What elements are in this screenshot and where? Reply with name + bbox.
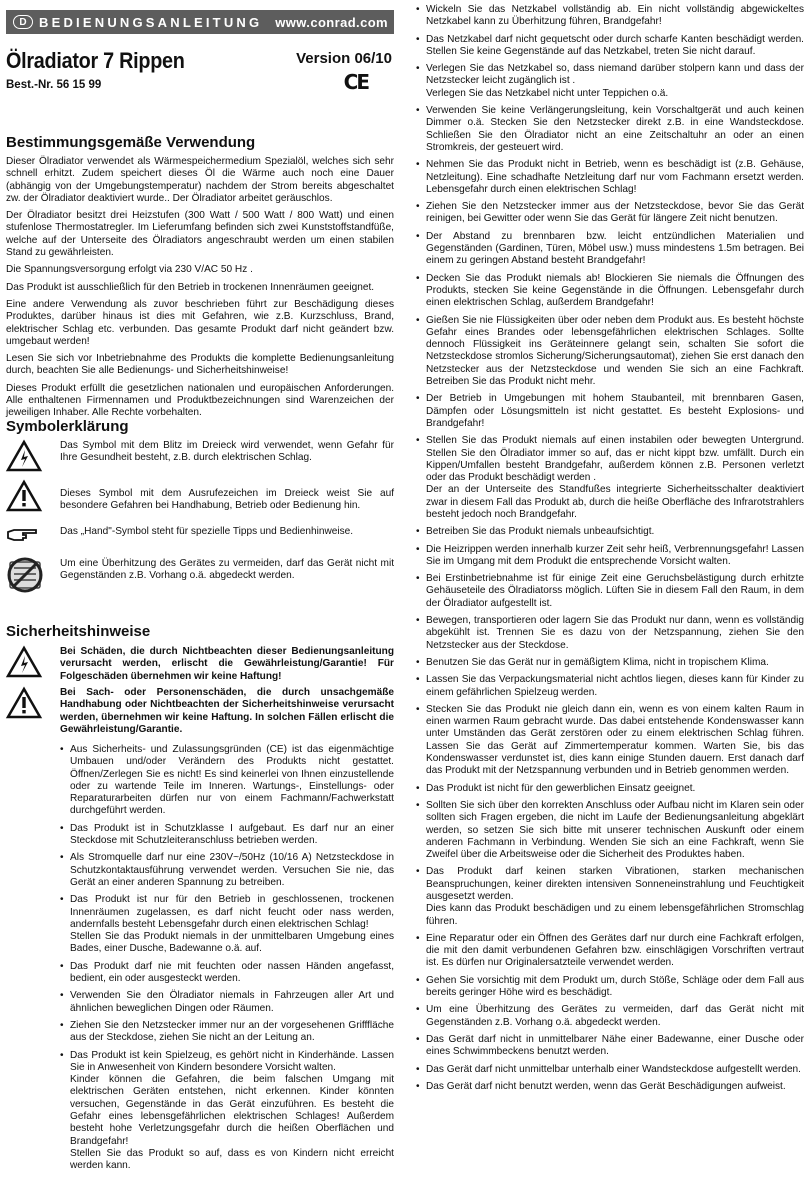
exclamation-warning-icon — [6, 480, 50, 513]
bullet-paragraph: • Um eine Überhitzung des Gerätes zu vermeiden, darf das Gerät nicht mit Gegenständen z.B. Vorhang o.ä. abgedeckt werden. — [426, 1004, 804, 1028]
symbol-description: Um eine Überhitzung des Gerätes zu vermeiden, darf das Gerät nicht mit Gegenständen z.B. Vorhang o.ä. abgedeckt werden. — [60, 558, 394, 582]
bullet-paragraph: • Nehmen Sie das Produkt nicht in Betrieb, wenn es beschädigt ist (z.B. Gehäuse, Netzleitung). Eine schadhafte Netzleitung darf nur vom Fachmann ersetzt werden. Lebensgefahr durch einen elektrischen Schlag! — [426, 159, 804, 195]
language-badge: D — [13, 15, 33, 29]
warning-row — [6, 646, 394, 683]
bullet-paragraph: • Eine Reparatur oder ein Öffnen des Gerätes darf nur durch eine Fachkraft erfolgen, die mit den damit verbundenen Gefahren bzw. einschlägigen Vorschriften vertraut ist. Es dürfen nur Originalersatzteile verwendet werden. — [426, 932, 804, 969]
bullet-paragraph: • Verwenden Sie den Ölradiator niemals in Fahrzeugen aller Art und ähnlichen beweglichen Dingen oder Räumen. — [70, 990, 394, 1014]
bullet-paragraph: • Wickeln Sie das Netzkabel vollständig ab. Ein nicht vollständig abgewickeltes Netzkabel kann zu Überhitzung führen, Brandgefahr! — [426, 4, 804, 28]
safety-bullet-item — [416, 105, 804, 154]
bullet-paragraph: • Der Betrieb in Umgebungen mit hohem Staubanteil, mit brennbaren Gasen, Dämpfen oder Lösungsmitteln ist nicht gestattet. Es besteht Explosions- und Brandgefahr! — [426, 393, 804, 429]
symbol-description: Das „Hand"-Symbol steht für spezielle Tipps und Bedienhinweise. — [60, 526, 354, 537]
safety-bullet-item — [416, 34, 804, 59]
bullet-paragraph: Stellen Sie das Produkt so auf, dass es von Kindern nicht erreicht werden kann. — [70, 1147, 394, 1172]
bullet-paragraph: • Aus Sicherheits- und Zulassungsgründen (CE) ist das eigenmächtige Umbauen und/oder Verändern des Produkts nicht gestattet. Öffnen/Zerlegen Sie es nicht! Es sind keinerlei von Ihnen einzustellende oder zu wartende Teile im Inneren. Wartungs-, Einstellungs- oder Reparaturarbeiten dürfen nur von einem Fachmann/Fachwerkstatt durchgeführt werden. — [70, 744, 394, 817]
safety-bullet-item — [416, 435, 804, 521]
ce-mark-icon: CE — [343, 70, 368, 94]
lightning-warning-icon — [6, 440, 50, 472]
bullet-paragraph: • Gehen Sie vorsichtig mit dem Produkt um, durch Stöße, Schläge oder dem Fall aus bereits geringer Höhe wird es beschädigt. — [426, 974, 804, 999]
symbol-description: Dieses Symbol mit dem Ausrufezeichen im Dreieck weist Sie auf besondere Gefahren bei Handhabung, Betrieb oder Bedienung hin. — [60, 488, 394, 512]
safety-bullet-item — [416, 975, 804, 1000]
safety-bullet-item — [416, 63, 804, 100]
safety-bullet-item — [60, 990, 394, 1015]
bullet-paragraph: • Betreiben Sie das Produkt niemals unbeaufsichtigt. — [426, 526, 655, 538]
product-title: Ölradiator 7 Rippen — [6, 48, 185, 73]
safety-bullet-item — [60, 852, 394, 889]
safety-bullet-item — [416, 1034, 804, 1059]
bullet-paragraph: • Ziehen Sie den Netzstecker immer aus der Netzsteckdose, bevor Sie das Gerät reinigen, bei Gewitter oder wenn Sie das Gerät für längere Zeit nicht benutzen. — [426, 201, 804, 225]
bullet-paragraph: Der an der Unterseite des Standfußes integrierte Sicherheitsschalter deaktiviert zwar in diesem Fall das Produkt ab, durch die heiße Oberfläche des Infrarotstrahlers besteht jedoch noch Brandgefahr. — [426, 484, 804, 520]
safety-bullet-item — [416, 393, 804, 430]
do-not-cover-icon — [6, 556, 50, 594]
bullet-list — [60, 744, 394, 1173]
bullet-paragraph: • Stecken Sie das Produkt nie gleich dann ein, wenn es von einem kalten Raum in einen warmen Raum gebracht wurde. Das dabei entstehende Kondenswasser kann unter Umständen das Gerät zerstören oder zu einem elektrischen Schlag führen. Lassen Sie das Gerät auf Zimmertemperatur kommen. Warten Sie, bis das Kondenswasser verdunstet ist, dies kann einige Stunden dauern. Erst danach darf das Produkt mit der Netzspannung verbunden und in Betrieb genommen werden. — [426, 703, 804, 777]
website-link[interactable]: www.conrad.com — [275, 14, 388, 30]
intended-use-text — [6, 156, 394, 425]
bullet-list — [416, 4, 804, 1093]
lightning-warning-icon — [6, 646, 50, 683]
safety-bullet-item — [416, 657, 804, 669]
safety-bullet-item — [416, 573, 804, 610]
section-heading-intended-use: Bestimmungsgemäße Verwendung — [6, 134, 256, 151]
bullet-paragraph: • Der Abstand zu brennbaren bzw. leicht entzündlichen Materialien und Gegenständen (Gardinen, Türen, Möbel usw.) muss mindestens 1.5m betragen. Bei einem zu geringen Abstand besteht Brandgefahr! — [426, 230, 804, 267]
bullet-paragraph: • Stellen Sie das Produkt niemals auf einen instabilen oder bewegten Untergrund. Stellen Sie den Ölradiator immer so auf, das er nicht kippt bzw. umfällt. Durch ein Kippen/Umfallen besteht Brandgefahr, außerdem können z.B. Personen verletzt oder das Produkt beschädigt werden . — [426, 435, 804, 484]
safety-bullet-item — [60, 894, 394, 955]
paragraph: Der Ölradiator besitzt drei Heizstufen (300 Watt / 500 Watt / 800 Watt) und einen stufenlose Thermostatregler. Im Lieferumfang befinden sich zwei Kunststoffstandfüße, welche auf der Unterseite des Ölradiators angeschraubt werden um einen stabilen Stand zu gewährleisten. — [6, 210, 394, 259]
bullet-paragraph: Kinder können die Gefahren, die beim falschen Umgang mit elektrischen Geräten entstehen, nicht erkennen. Kinder könnten versuchen, Gegenstände in das Gerät einzuführen. Es besteht die Gefahr eines lebensgefährlichen elektrischen Schlages! Außerdem besteht hohe Verletzungsgefahr durch die heißen Oberflächen und Brandgefahr! — [70, 1074, 394, 1147]
bullet-paragraph: • Das Produkt darf keinen starken Vibrationen, starken mechanischen Beanspruchungen, keiner direkten intensiven Sonneneinstrahlung und Feuchtigkeit ausgesetzt werden. — [426, 866, 804, 902]
safety-bullet-item — [416, 866, 804, 927]
safety-bullet-item — [416, 159, 804, 196]
safety-bullet-item — [60, 1050, 394, 1173]
safety-bullet-item — [416, 231, 804, 268]
safety-bullet-item — [416, 526, 804, 538]
safety-list-left — [60, 744, 394, 1178]
bullet-paragraph: • Bei Erstinbetriebnahme ist für einige Zeit eine Geruchsbelästigung durch erhitzte Gehäuseteile des Ölradiatorss möglich. Lüften Sie in diesem Fall den Raum, in dem der Ölradiator aufgestellt ist. — [426, 573, 804, 609]
section-heading-safety: Sicherheitshinweise — [6, 623, 151, 640]
safety-bullet-item — [416, 800, 804, 861]
order-number: Best.-Nr. 56 15 99 — [6, 79, 102, 91]
symbol-row — [6, 556, 394, 594]
safety-bullet-item — [416, 201, 804, 226]
bullet-paragraph: • Lassen Sie das Verpackungsmaterial nicht achtlos liegen, dieses kann für Kinder zu einem gefährlichen Spielzeug werden. — [426, 674, 804, 698]
safety-bullet-item — [416, 615, 804, 652]
bullet-paragraph: • Sollten Sie sich über den korrekten Anschluss oder Aufbau nicht im Klaren sein oder sollten sich Fragen ergeben, die nicht im Laufe der Bedienungsanleitung abgeklärt werden, so setzen Sie sich bitte mit unserer technischen Auskunft oder einem anderen Fachmann in Verbindung. Wenden Sie sich an eine Fachkraft, wenn Sie Zweifel über die Arbeitsweise oder die Sicherheit des Produktes haben. — [426, 799, 804, 861]
safety-bullet-item — [60, 744, 394, 818]
hand-pointer-icon — [6, 526, 50, 544]
paragraph: Dieses Produkt erfüllt die gesetzlichen nationalen und europäischen Anforderungen. Alle enthaltenen Firmennamen und Produktbezeichnungen sind Warenzeichen der jeweiligen Inhaber. Alle Rechte vorbehalten. — [6, 382, 394, 419]
bullet-paragraph: • Decken Sie das Produkt niemals ab! Blockieren Sie niemals die Öffnungen des Produkts, stecken Sie keine Gegenstände in die Öffnungen. Lebensgefahr durch einen elektrischen Schlag, außerdem Brandgefahr! — [426, 272, 804, 309]
bullet-paragraph: Stellen Sie das Produkt niemals in der unmittelbaren Umgebung eines Bades, einer Dusche, Badewanne o.ä. auf. — [70, 931, 394, 955]
right-column — [416, 4, 804, 1098]
exclamation-warning-icon — [6, 687, 50, 736]
safety-bullet-item — [416, 315, 804, 389]
warning-text: Bei Schäden, die durch Nichtbeachten dieser Bedienungsanleitung verursacht werden, erlischt die Gewährleistung/Garantie! Für Folgeschäden übernehmen wir keine Haftung! — [60, 646, 394, 682]
safety-bullet-item — [416, 1064, 804, 1076]
symbol-description: Das Symbol mit dem Blitz im Dreieck wird verwendet, wenn Gefahr für Ihre Gesundheit besteht, z.B. durch elektrischen Schlag. — [60, 440, 394, 464]
bullet-paragraph: • Die Heizrippen werden innerhalb kurzer Zeit sehr heiß, Verbrennungsgefahr! Lassen Sie im Umgang mit dem Produkt die entsprechende Vorsicht walten. — [426, 543, 804, 567]
bullet-paragraph: Verlegen Sie das Netzkabel nicht unter Teppichen o.ä. — [426, 87, 669, 99]
safety-bullet-item — [416, 544, 804, 569]
safety-bullet-item — [60, 961, 394, 986]
safety-bullet-item — [416, 4, 804, 29]
bullet-paragraph: • Das Produkt ist nicht für den gewerblichen Einsatz geeignet. — [426, 782, 696, 794]
safety-bullet-item — [416, 933, 804, 970]
bullet-paragraph: • Das Produkt ist kein Spielzeug, es gehört nicht in Kinderhände. Lassen Sie in Anwesenheit von Kindern besondere Vorsicht walten. — [70, 1049, 394, 1073]
bullet-paragraph: • Gießen Sie nie Flüssigkeiten über oder neben dem Produkt aus. Es besteht höchste Gefahr eines Brandes oder lebensgefährlichen elektrischen Schlages. Sollte dennoch Flüssigkeit ins Geräteinnere gelangt sein, schalten Sie sofort die Netzsteckdose stromlos Sicherung/Sicherungsautomat), ziehen Sie erst danach den Netzstecker aus der Netzsteckdose und wenden Sie sich an eine Fachkraft. Betreiben Sie das Produkt nicht mehr. — [426, 314, 804, 388]
paragraph: Dieser Ölradiator verwendet als Wärmespeichermedium Spezialöl, welches sich sehr schnell erhitzt. Zudem speichert dieses Öl die Wärme auch noch eine Dauer (abhängig von der Umgebungstemperatur) nachdem der Strom bereits abgeschaltet zw. der Ölradiator deaktiviert wurde.. Der Ölradiator arbeitet geräuschlos. — [6, 156, 394, 204]
section-heading-symbols: Symbolerklärung — [6, 418, 129, 435]
bullet-paragraph: • Verwenden Sie keine Verlängerungsleitung, kein Vorschaltgerät und auch keinen Dimmer o.ä. Stecken Sie den Netzstecker direkt z.B. in eine Wandsteckdose. Schließen Sie den Ölradiator nicht an eine Zeitschaltuhr an oder an einen Stromkreis, der gesteuert wird. — [426, 105, 804, 153]
bullet-paragraph: • Das Gerät darf nicht unmittelbar unterhalb einer Wandsteckdose aufgestellt werden. — [426, 1063, 801, 1075]
symbol-row — [6, 480, 394, 513]
bullet-paragraph: • Benutzen Sie das Gerät nur in gemäßigtem Klima, nicht in tropischem Klima. — [426, 656, 769, 668]
version-label: Version 06/10 — [296, 50, 392, 67]
bullet-paragraph: • Das Produkt darf nie mit feuchten oder nassen Händen angefasst, bedient, ein oder ausgesteckt werden. — [70, 960, 394, 985]
bullet-paragraph: • Ziehen Sie den Netzstecker immer nur an der vorgesehenen Grifffläche aus der Steckdose, ziehen Sie nicht an der Leitung an. — [70, 1019, 394, 1044]
bullet-paragraph: • Verlegen Sie das Netzkabel so, dass niemand darüber stolpern kann und dass der Netzstecker leicht zugänglich ist . — [426, 63, 804, 87]
bullet-paragraph: • Bewegen, transportieren oder lagern Sie das Produkt nur dann, wenn es vollständig abgekühlt ist. Trennen Sie es dazu von der Netzspannung, ziehen Sie den Netzstecker aus der Steckdose. — [426, 615, 804, 651]
warning-text: Bei Sach- oder Personenschäden, die durch unsachgemäße Handhabung oder Nichtbeachten der Sicherheitshinweise verursacht werden, übernehmen wir keine Haftung. In solchen Fällen erlischt die Gewährleistung/Garantie. — [60, 687, 394, 735]
safety-bullet-item — [416, 273, 804, 310]
paragraph: Die Spannungsversorgung erfolgt via 230 V/AC 50 Hz . — [6, 264, 253, 276]
bullet-paragraph: • Das Produkt ist nur für den Betrieb in geschlossenen, trockenen Innenräumen zugelassen, es darf nicht feucht oder nass werden, andernfalls besteht Lebensgefahr durch einen elektrischen Schlag! — [70, 894, 394, 930]
document-type: BEDIENUNGSANLEITUNG — [39, 14, 263, 30]
safety-bullet-item — [60, 1020, 394, 1045]
header-banner — [6, 10, 394, 34]
bullet-paragraph: Dies kann das Produkt beschädigen und zu einem lebensgefährlichen Stromschlag führen. — [426, 903, 804, 927]
bullet-paragraph: • Als Stromquelle darf nur eine 230V~/50Hz (10/16 A) Netzsteckdose in Schutzkontaktausführung verwendet werden. Versuchen Sie nie, das Gerät an einer anderen Spannung zu betreiben. — [70, 852, 394, 888]
safety-bullet-item — [60, 823, 394, 848]
safety-bullet-item — [416, 674, 804, 699]
safety-bullet-item — [416, 1081, 804, 1093]
safety-bullet-item — [416, 704, 804, 778]
symbol-row — [6, 526, 394, 544]
paragraph: Das Produkt ist ausschließlich für den Betrieb in trockenen Innenräumen geeignet. — [6, 281, 375, 293]
bullet-paragraph: • Das Gerät darf nicht benutzt werden, wenn das Gerät Beschädigungen aufweist. — [426, 1080, 786, 1092]
paragraph: Eine andere Verwendung als zuvor beschrieben führt zur Beschädigung dieses Produktes, darüber hinaus ist dies mit Gefahren, wie z.B. Kurzschluss, Brand, elektrischer Schlag etc. verbunden. Das gesamte Produkt darf nicht geändert bzw. umgebaut werden! — [6, 298, 394, 347]
bullet-paragraph: • Das Netzkabel darf nicht gequetscht oder durch scharfe Kanten beschädigt werden. Stellen Sie keine Gegenstände auf das Netzkabel, treten Sie nicht darauf. — [426, 33, 804, 57]
safety-bullet-item — [416, 783, 804, 795]
bullet-paragraph: • Das Gerät darf nicht in unmittelbarer Nähe einer Badewanne, einer Dusche oder eines Schwimmbeckens benutzt werden. — [426, 1033, 804, 1058]
symbol-row — [6, 440, 394, 472]
safety-bullet-item — [416, 1004, 804, 1029]
paragraph: Lesen Sie sich vor Inbetriebnahme des Produkts die komplette Bedienungsanleitung durch, beachten Sie alle Bedienungs- und Sicherheitshinweise! — [6, 353, 394, 377]
warning-row — [6, 687, 394, 736]
bullet-paragraph: • Das Produkt ist in Schutzklasse I aufgebaut. Es darf nur an einer Steckdose mit Schutzleiteranschluss betrieben werden. — [70, 822, 394, 847]
